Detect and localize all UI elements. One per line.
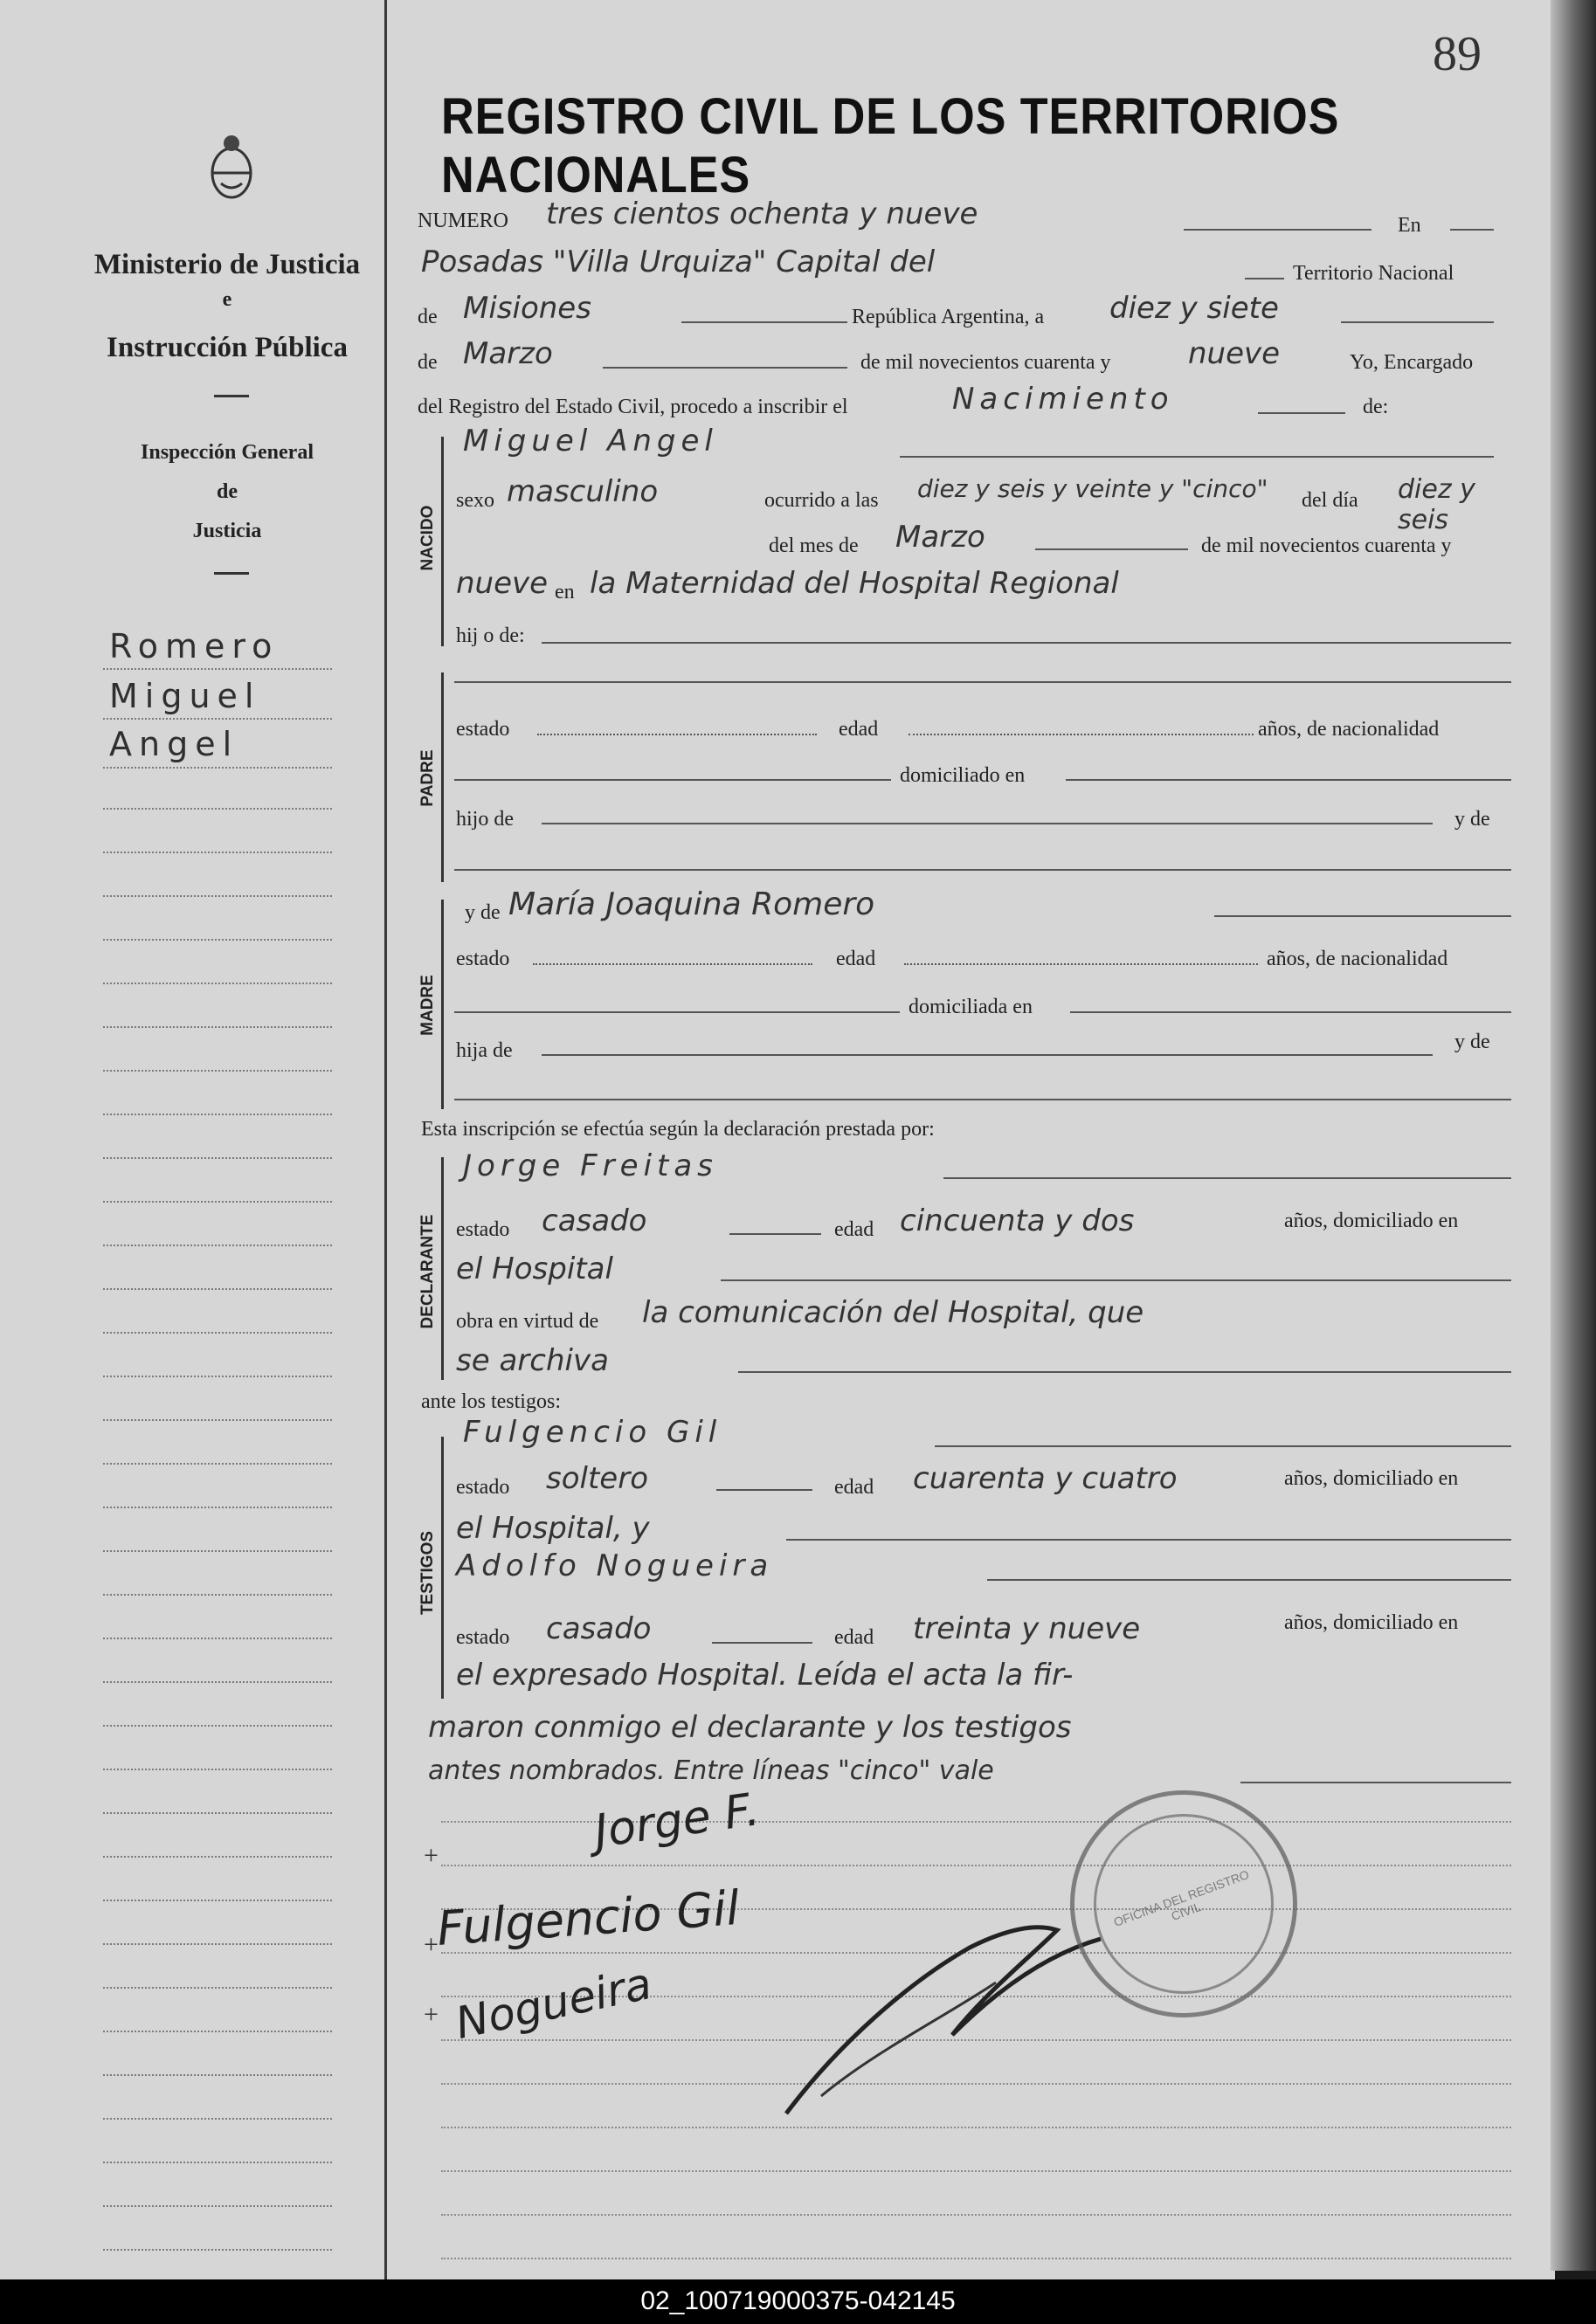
testigo1-edad-value: cuarenta y cuatro [913, 1461, 1178, 1496]
declarante-estado-label: estado [456, 1218, 510, 1241]
testigo2-domic-value: el expresado Hospital. Leída el acta la fir- [456, 1658, 1074, 1693]
coat-of-arms-icon [205, 131, 258, 201]
signature-testigo-2: Nogueira [451, 1958, 656, 2049]
inspection-line3: Justicia [192, 520, 262, 542]
declarante-bracket [441, 1157, 449, 1380]
margin-given-name-2: Angel [109, 725, 239, 763]
madre-section-label: MADRE [418, 975, 437, 1036]
sexo-label: sexo [456, 489, 494, 512]
inspection-line2: de [217, 480, 238, 503]
signature-declarante: Jorge F. [591, 1783, 763, 1859]
testigos-bracket [441, 1437, 449, 1699]
year-label: de mil novecientos cuarenta y [860, 351, 1111, 374]
numero-value: tres cientos ochenta y nueve [546, 197, 978, 231]
testigo2-domic-label: años, domiciliado en [1284, 1611, 1459, 1634]
hijo-label: hij o de: [456, 624, 525, 647]
testigo1-name-value: Fulgencio Gil [463, 1415, 722, 1450]
month-value: Marzo [463, 336, 553, 371]
margin-divider [384, 0, 387, 2279]
testigo2-estado-label: estado [456, 1626, 510, 1649]
year-value: nueve [1188, 336, 1281, 371]
testigos-intro: ante los testigos: [421, 1390, 561, 1413]
padre-domiciliado-label: domiciliado en [900, 764, 1026, 787]
closing-line-2: antes nombrados. Entre líneas "cinco" vale [428, 1755, 994, 1786]
obra-value: la comunicación del Hospital, que [642, 1295, 1144, 1330]
territory-value: Misiones [463, 291, 591, 326]
declarante-section-label: DECLARANTE [418, 1214, 437, 1329]
nacido-section-label: NACIDO [418, 505, 437, 571]
margin-dash [214, 572, 249, 575]
numero-label: NUMERO [418, 210, 509, 232]
ministry-line3: Instrucción Pública [107, 332, 348, 363]
nacido-bracket [441, 437, 449, 646]
lugar-value: la Maternidad del Hospital Regional [590, 566, 1119, 601]
republica-label: República Argentina, a [852, 306, 1045, 328]
margin-dash [214, 395, 249, 397]
en-lugar-label: en [555, 581, 575, 603]
madre-domiciliada-label: domiciliada en [909, 996, 1033, 1018]
testigo2-name-value: Adolfo Nogueira [456, 1548, 774, 1583]
ocurrido-label: ocurrido a las [764, 489, 879, 512]
child-name-value: Miguel Angel [463, 424, 718, 459]
image-id: 02_100719000375-042145 [640, 2286, 956, 2315]
testigo1-domic-value: el Hospital, y [456, 1511, 650, 1546]
inspection-line1: Inspección General [141, 441, 314, 464]
dia-value: diez y seis [1398, 474, 1475, 535]
anio-label: de mil novecientos cuarenta y [1201, 534, 1452, 557]
madre-bracket [441, 900, 449, 1109]
declarante-domic-value: el Hospital [456, 1252, 613, 1286]
anio-value: nueve [456, 566, 549, 601]
en-label: En [1398, 214, 1421, 237]
padre-bracket [441, 672, 449, 882]
testigo1-domic-label: años, domiciliado en [1284, 1467, 1459, 1490]
padre-section-label: PADRE [418, 749, 437, 807]
madre-hija-de-label: hija de [456, 1039, 513, 1062]
official-stamp-icon [1070, 1790, 1297, 2017]
closing-line-1: maron conmigo el declarante y los testigos [428, 1710, 1072, 1745]
sexo-value: masculino [507, 474, 659, 509]
madre-name-value: María Joaquina Romero [508, 886, 875, 922]
declarante-intro: Esta inscripción se efectúa según la declaración prestada por: [421, 1118, 935, 1141]
padre-anios-label: años, de nacionalidad [1258, 718, 1440, 741]
place-value: Posadas "Villa Urquiza" Capital del [421, 245, 936, 279]
footer-bar [0, 2279, 1596, 2324]
declarante-edad-label: edad [834, 1218, 874, 1241]
declarante-edad-value: cincuenta y dos [900, 1203, 1135, 1238]
testigo1-edad-label: edad [834, 1476, 874, 1499]
margin-surname: Romero [109, 627, 280, 665]
signature-mark-2: + [424, 1930, 439, 1959]
page-number: 89 [1433, 27, 1482, 81]
signature-mark-1: + [424, 1841, 439, 1870]
testigo2-edad-value: treinta y nueve [913, 1611, 1141, 1646]
padre-hijo-de-label: hijo de [456, 808, 514, 831]
yo-label: Yo, Encargado [1350, 351, 1474, 374]
ministry-line2: e [222, 288, 232, 311]
testigo2-edad-label: edad [834, 1626, 874, 1649]
document-title: REGISTRO CIVIL DE LOS TERRITORIOS NACIONALES [441, 88, 1340, 203]
de-label: de [418, 306, 438, 328]
del-dia-label: del día [1302, 489, 1358, 512]
binding-edge [1551, 0, 1596, 2271]
mes-value: Marzo [895, 520, 985, 555]
mes-label: del mes de [769, 534, 859, 557]
declarante-name-value: Jorge Freitas [463, 1148, 718, 1183]
madre-anios-label: años, de nacionalidad [1267, 948, 1448, 970]
testigo1-estado-label: estado [456, 1476, 510, 1499]
padre-edad-label: edad [839, 718, 879, 741]
madre-edad-label: edad [836, 948, 876, 970]
testigo1-estado-value: soltero [546, 1461, 648, 1496]
obra-label: obra en virtud de [456, 1310, 599, 1333]
padre-y-de-label: y de [1454, 808, 1490, 831]
testigos-section-label: TESTIGOS [418, 1530, 437, 1616]
signature-mark-3: + [424, 2000, 439, 2029]
territorio-label: Territorio Nacional [1293, 262, 1454, 285]
ministry-line1: Ministerio de Justicia [93, 249, 361, 280]
madre-y-de-2-label: y de [1454, 1031, 1490, 1053]
de-label-2: de [418, 351, 438, 374]
testigo2-estado-value: casado [546, 1611, 652, 1646]
de-colon-label: de: [1363, 396, 1389, 418]
signature-testigo-1: Fulgencio Gil [435, 1879, 742, 1957]
margin-given-name-1: Miguel [109, 677, 261, 715]
day-value: diez y siete [1109, 291, 1279, 326]
declarante-domic-label: años, domiciliado en [1284, 1210, 1459, 1232]
act-value: Nacimiento [952, 382, 1174, 417]
padre-estado-label: estado [456, 718, 510, 741]
madre-estado-label: estado [456, 948, 510, 970]
registro-label: del Registro del Estado Civil, procedo a inscribir el [418, 396, 848, 418]
declarante-estado-value: casado [542, 1203, 647, 1238]
obra-value-2: se archiva [456, 1343, 609, 1378]
madre-y-de-label: y de [465, 901, 501, 924]
hora-value: diez y seis y veinte y "cinco" [917, 474, 1268, 503]
stamp-text: OFICINA DEL REGISTRO CIVIL [1111, 1866, 1251, 1929]
